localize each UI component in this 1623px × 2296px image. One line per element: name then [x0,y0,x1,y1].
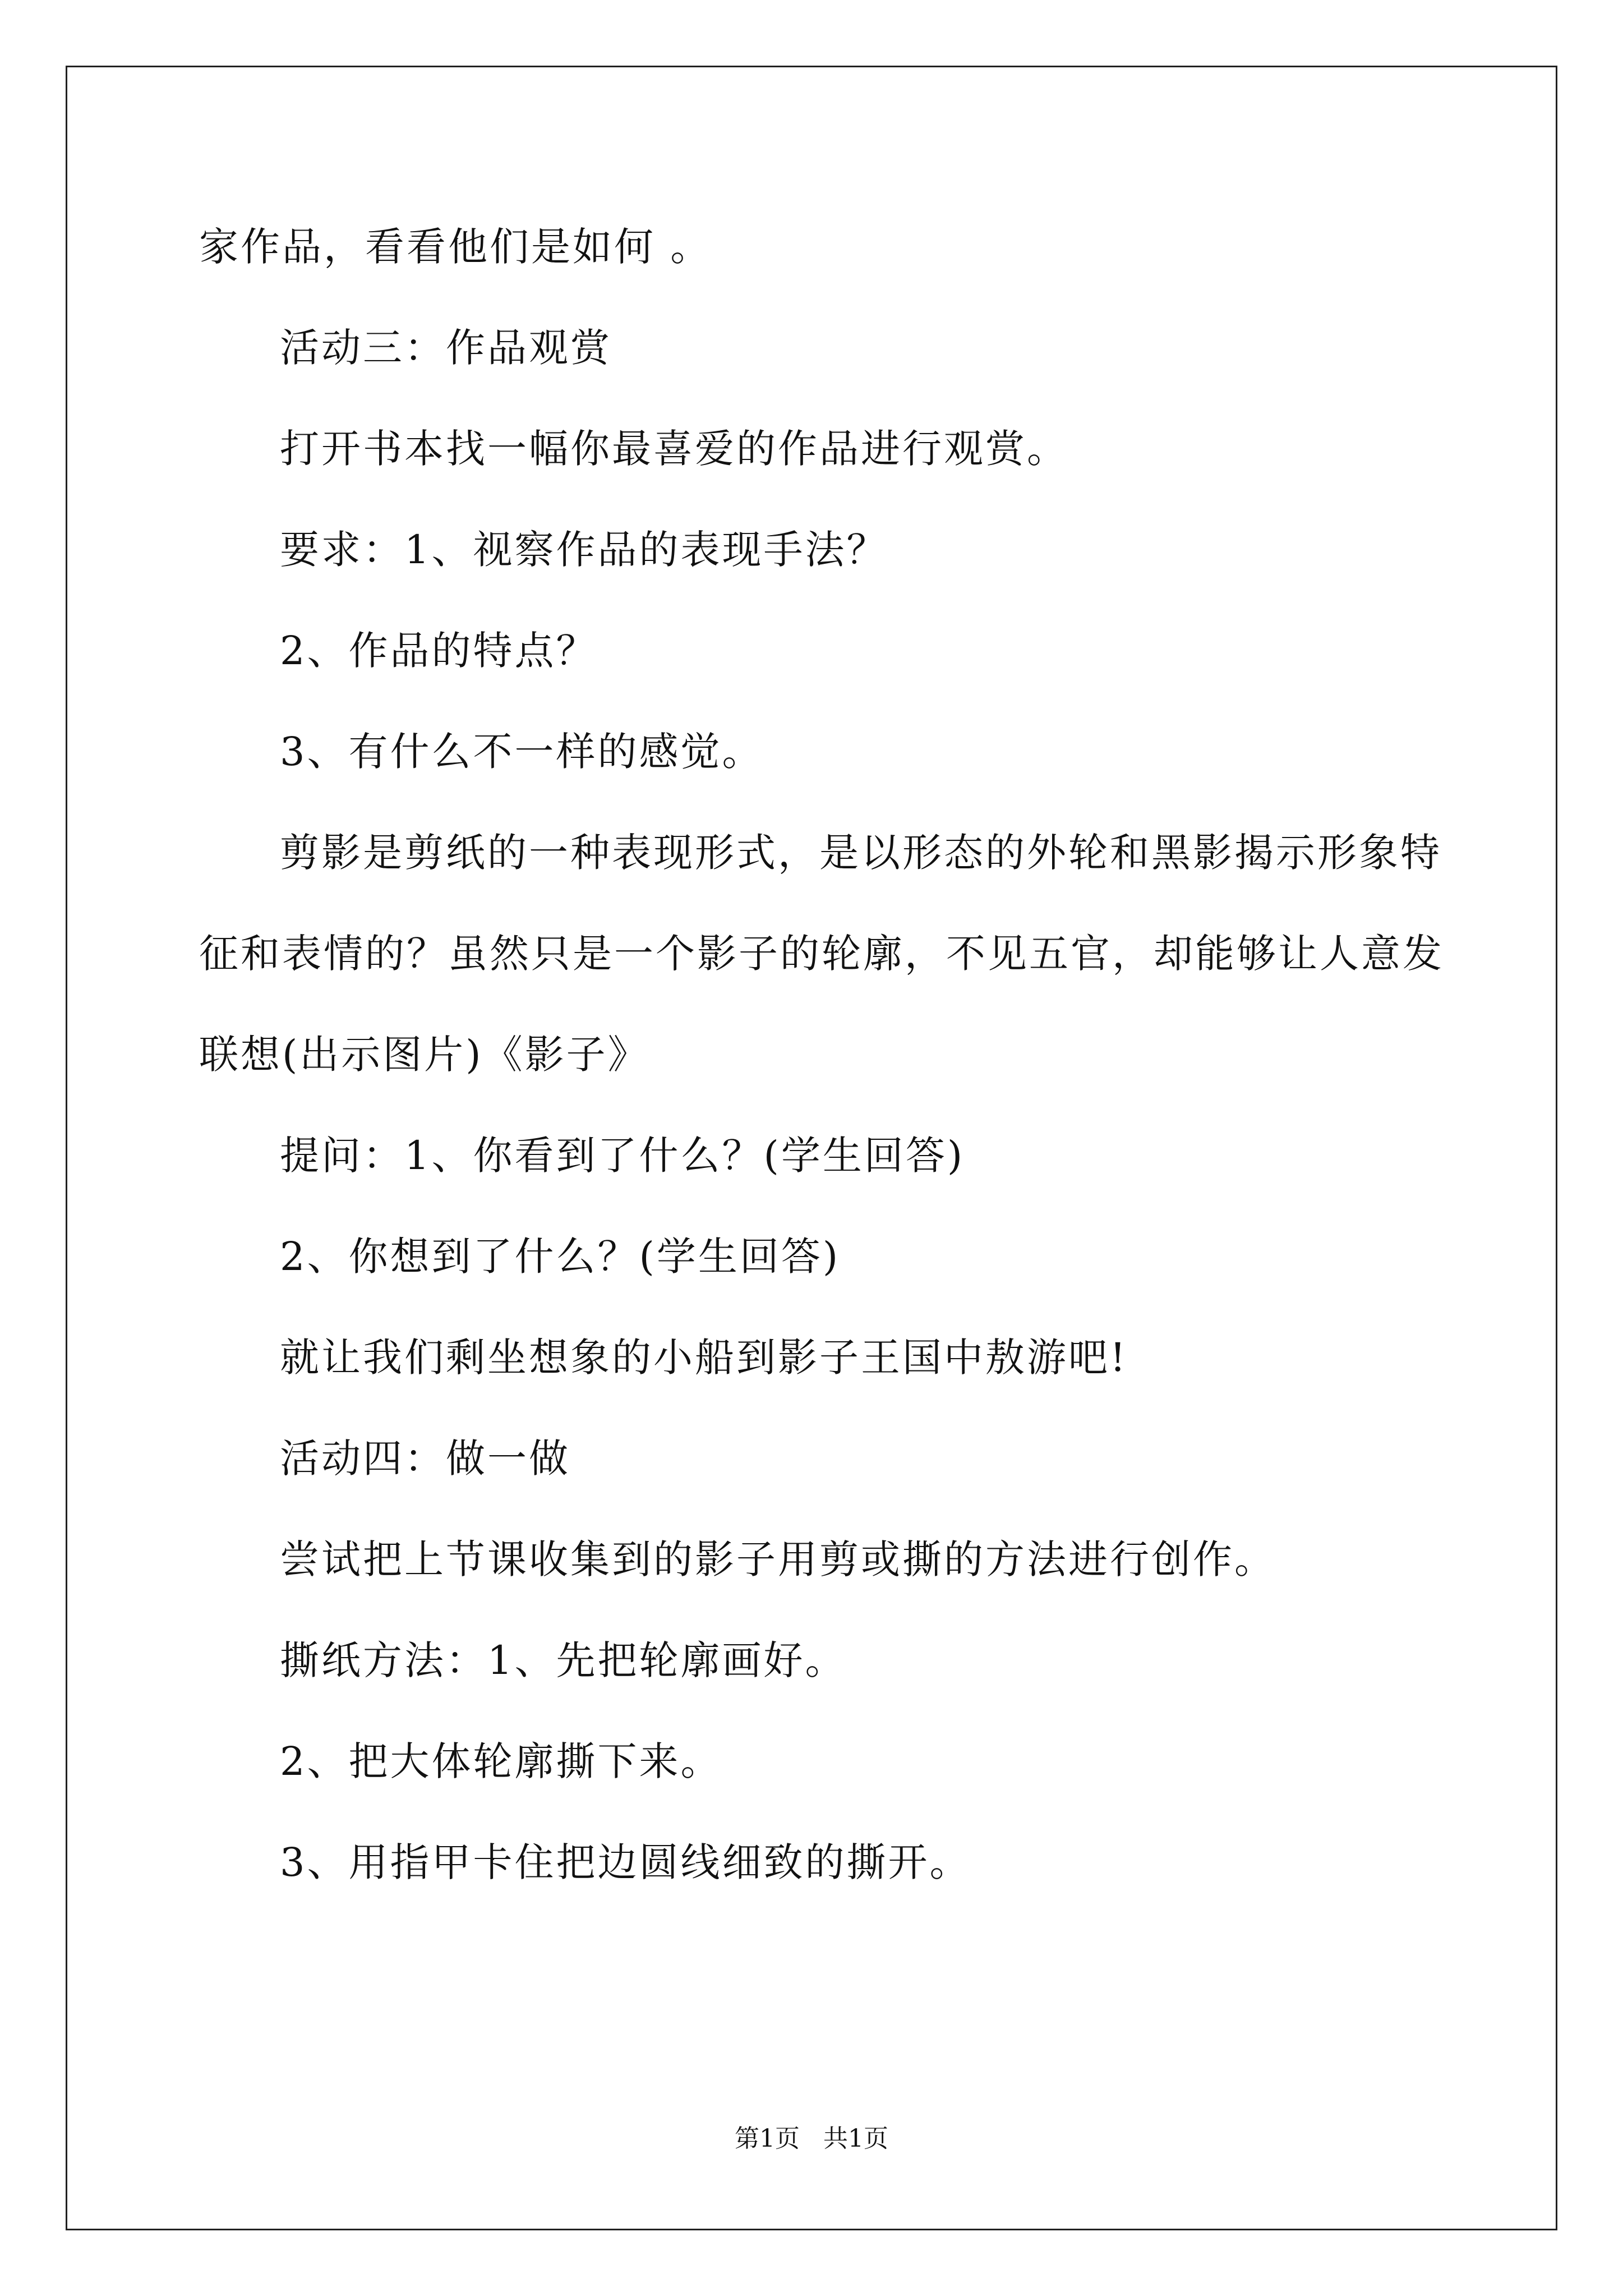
text-line: 2、你想到了什么？(学生回答) [280,1234,841,1280]
text-line: 2、把大体轮廓撕下来。 [280,1738,722,1784]
text-line: 2、作品的特点？ [280,628,598,674]
text-line: 联想(出示图片)《影子》 [199,1032,649,1078]
text-line: 剪影是剪纸的一种表现形式，是以形态的外轮和黑影揭示形象特 [280,830,1442,876]
text-line: 征和表情的？虽然只是一个影子的轮廓，不见五官，却能够让人意发 [199,931,1444,977]
text-line: 3、用指甲卡住把边圆线细致的撕开。 [280,1839,971,1885]
section-heading: 活动三：作品观赏 [280,325,612,371]
text-line: 家作品，看看他们是如何 。 [199,224,712,270]
text-line: 要求：1、视察作品的表现手法？ [280,527,888,573]
text-line: 3、有什么不一样的感觉。 [280,729,764,775]
text-line: 就让我们剩坐想象的小船到影子王国中敖游吧! [280,1335,1128,1381]
section-heading: 活动四：做一做 [280,1435,570,1481]
text-line: 撕纸方法：1、先把轮廓画好。 [280,1637,847,1683]
page-number: 第1页 共1页 [735,2124,888,2153]
text-line: 尝试把上节课收集到的影子用剪或撕的方法进行创作。 [280,1536,1276,1582]
text-line: 打开书本找一幅你最喜爱的作品进行观赏。 [280,426,1068,472]
text-line: 提问：1、你看到了什么？(学生回答) [280,1133,965,1179]
